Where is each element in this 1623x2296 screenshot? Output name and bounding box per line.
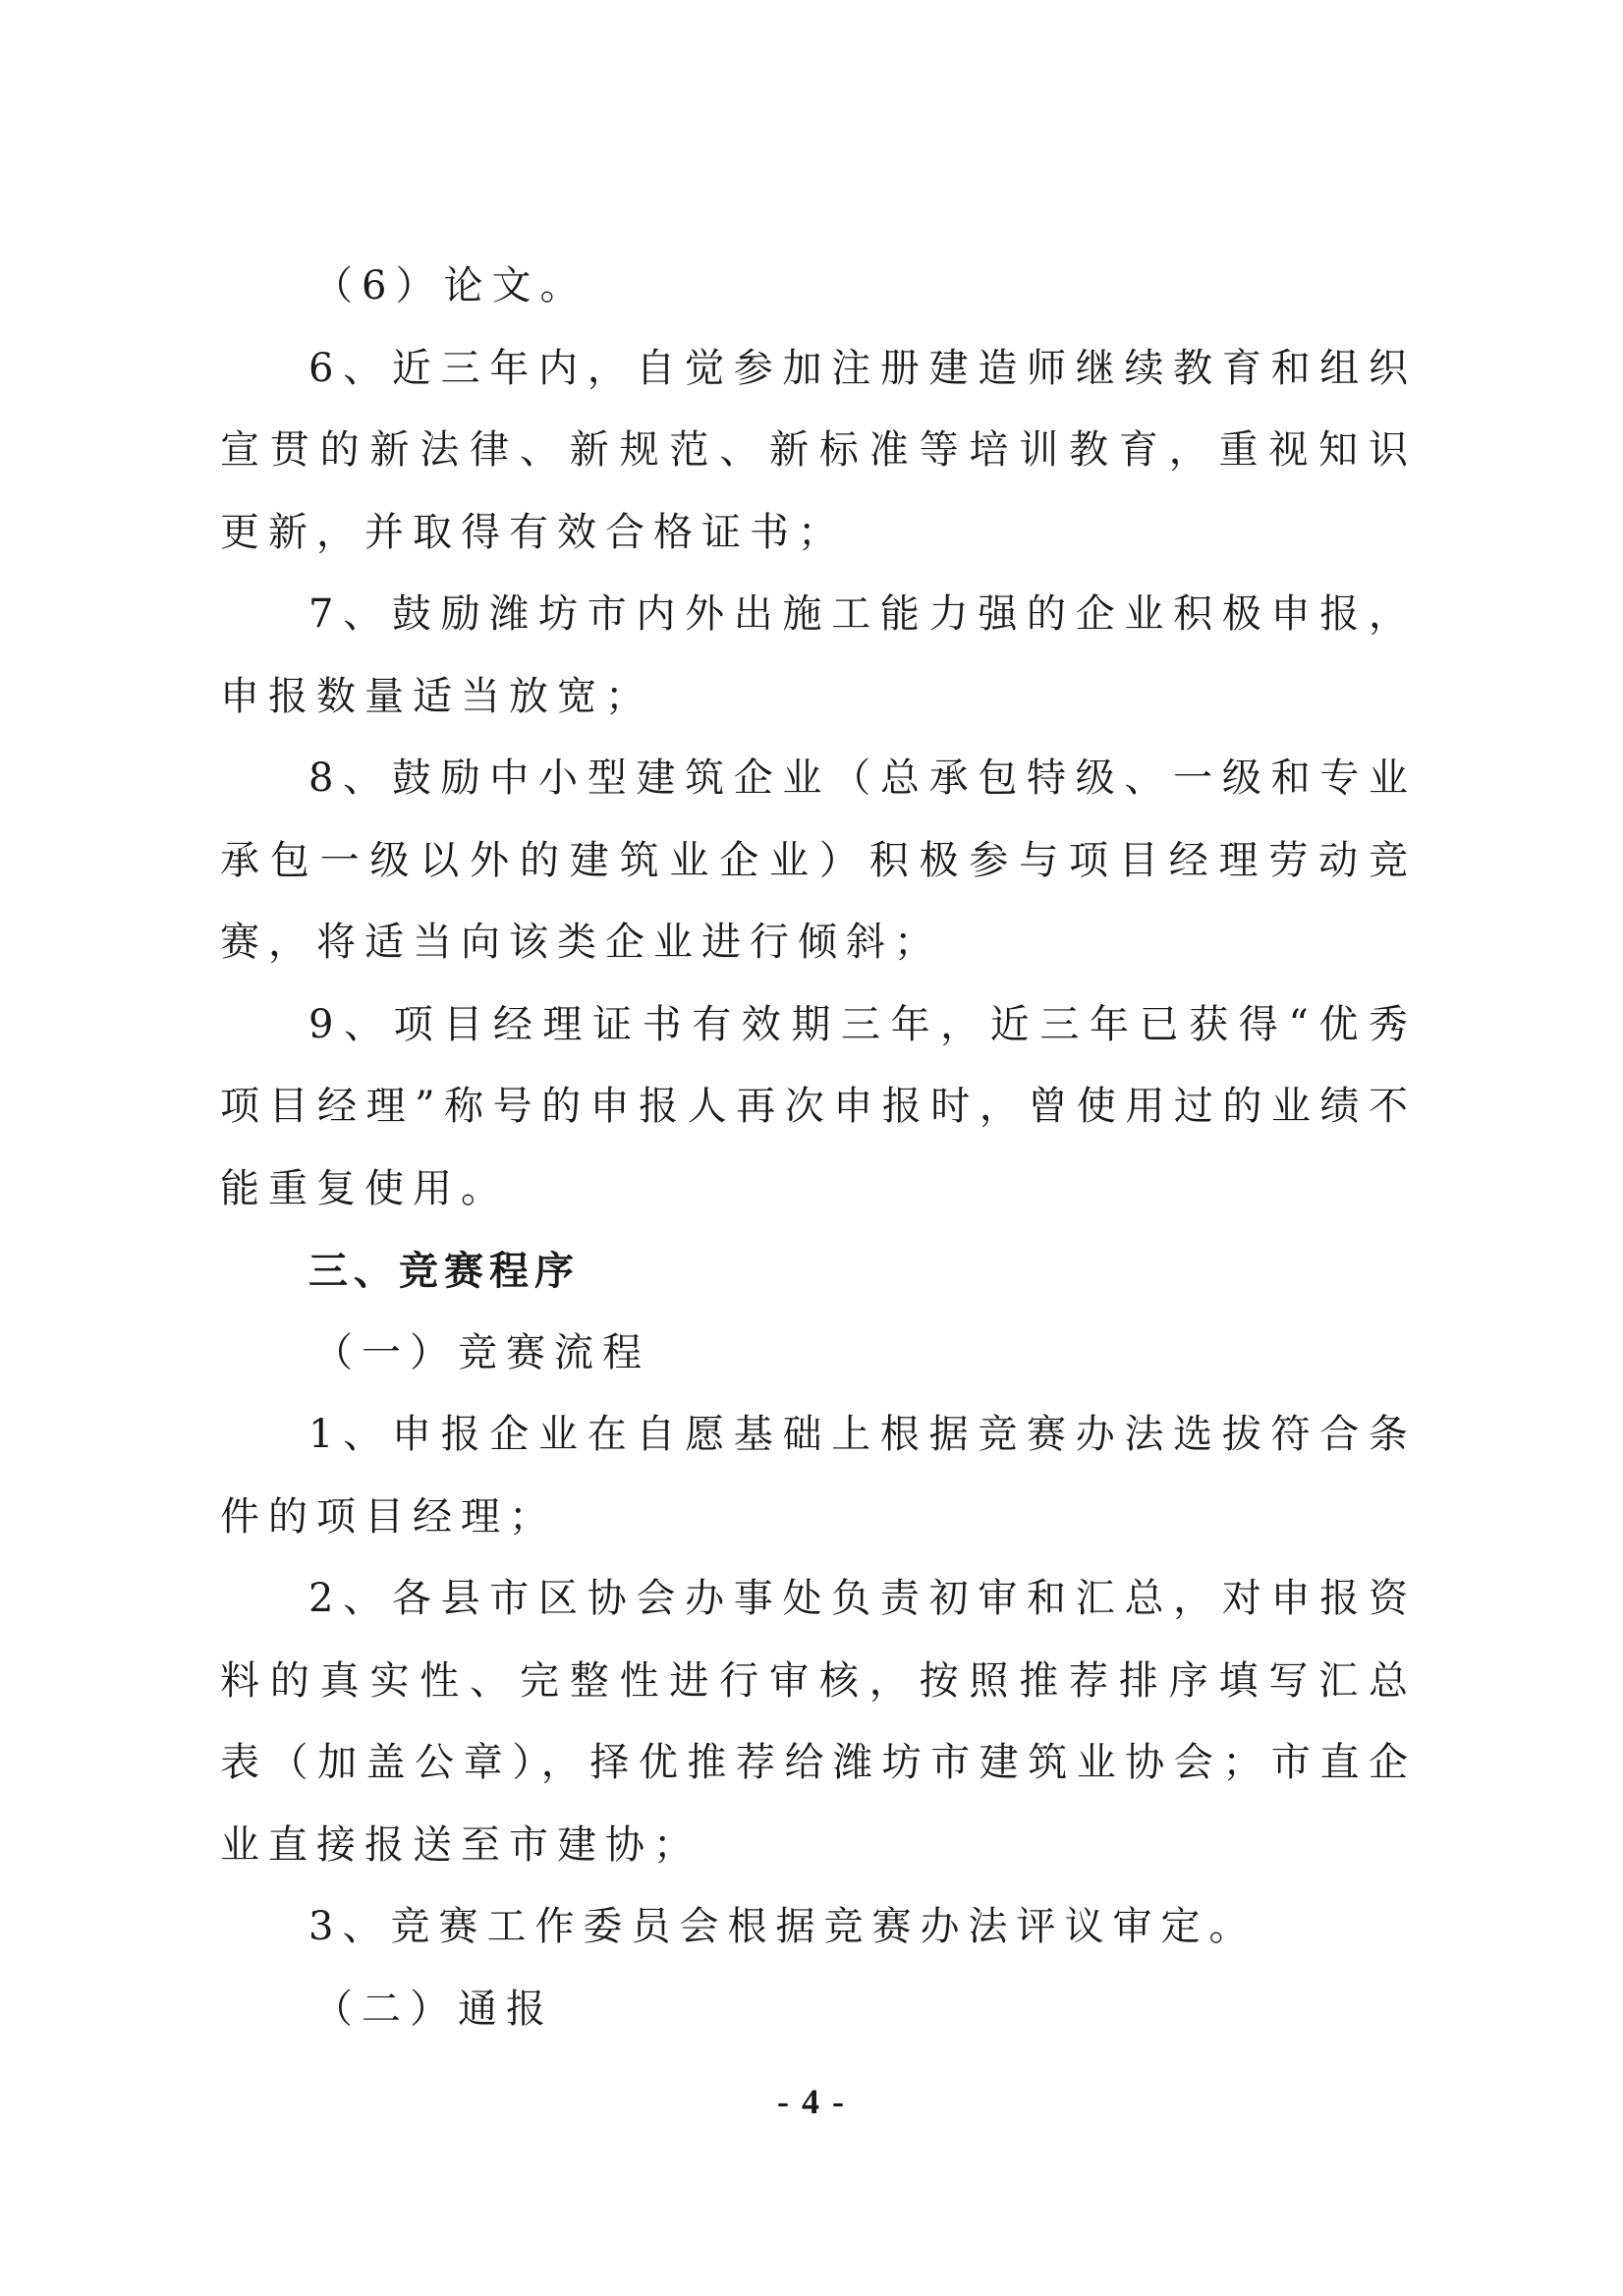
subsection-heading-notification: （二）通报 — [313, 1986, 554, 2032]
paragraph-requirement-7: 7、鼓励潍坊市内外出施工能力强的企业积极申报，申报数量适当放宽； — [220, 591, 1417, 719]
paragraph-flow-step-1: 1、申报企业在自愿基础上根据竞赛办法选拔符合条件的项目经理； — [220, 1412, 1417, 1540]
document-body — [220, 246, 1417, 2050]
paragraph-requirement-8: 8、鼓励中小型建筑企业（总承包特级、一级和专业承包一级以外的建筑业企业）积极参与项目经理劳动竞赛，将适当向该类企业进行倾斜； — [220, 756, 1417, 965]
paragraph-requirement-6: 6、近三年内，自觉参加注册建造师继续教育和组织宣贯的新法律、新规范、新标准等培训教育，重视知识更新，并取得有效合格证书； — [220, 345, 1417, 555]
subsection-heading-competition-flow: （一）竞赛流程 — [313, 1329, 650, 1375]
paragraph-flow-step-3: 3、竞赛工作委员会根据竞赛办法评议审定。 — [308, 1904, 1258, 1949]
paragraph-flow-step-2: 2、各县市区协会办事处负责初审和汇总，对申报资料的真实性、完整性进行审核，按照推荐排序填写汇总表（加盖公章），择优推荐给潍坊市建筑业协会；市直企业直接报送至市建协； — [220, 1576, 1417, 1868]
paragraph-requirement-9: 9、项目经理证书有效期三年，近三年已获得“优秀项目经理”称号的申报人再次申报时，曾使用过的业绩不能重复使用。 — [220, 1001, 1417, 1211]
paragraph-item-6-thesis: （6）论文。 — [313, 263, 588, 308]
section-heading-competition-procedure: 三、竞赛程序 — [308, 1248, 580, 1294]
page-number: - 4 - — [777, 2082, 846, 2121]
